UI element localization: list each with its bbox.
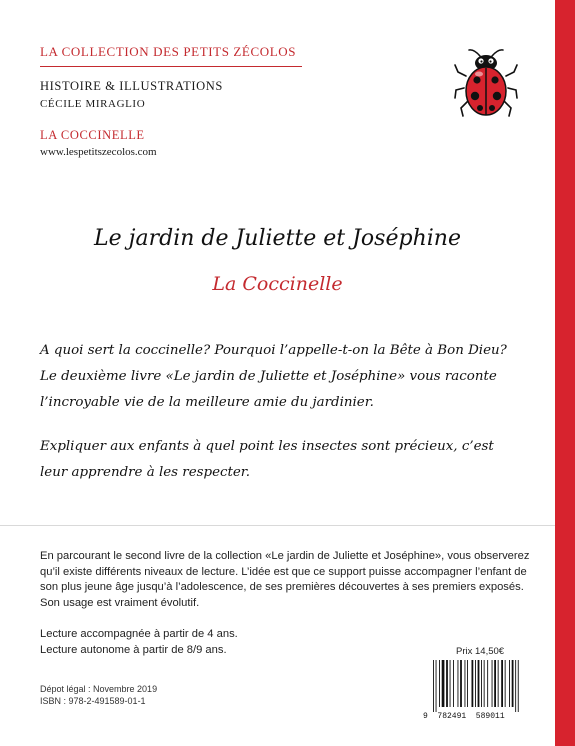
barcode-bar bbox=[442, 660, 445, 707]
description-paragraph: En parcourant le second livre de la collection «Le jardin de Juliette et Joséphine», vous observerez qu’il existe différents niveaux de lecture. L’idée est que ce support puisse accompagner l’enfant de son plus jeune âge jusqu’à l’adolescence, de ses premières découvertes à ses premiers exposés. Son usage est vraiment évolutif. bbox=[40, 550, 530, 609]
barcode-bar bbox=[505, 660, 506, 707]
red-side-band bbox=[555, 0, 575, 746]
barcode-icon bbox=[431, 660, 521, 712]
series-title: LA COCCINELLE bbox=[40, 128, 145, 142]
author-name: CÉCILE MIRAGLIO bbox=[40, 98, 146, 110]
header-divider bbox=[40, 66, 302, 67]
barcode-bar bbox=[433, 660, 434, 712]
barcode-block bbox=[423, 658, 523, 728]
price-label: Prix 14,50€ bbox=[456, 646, 505, 657]
barcode-bar bbox=[453, 660, 454, 707]
barcode-bar bbox=[450, 660, 451, 707]
ladybug-icon bbox=[452, 46, 520, 122]
barcode-number: 9 782491 589011 bbox=[423, 712, 505, 721]
barcode-bar bbox=[484, 660, 485, 707]
barcode-bar bbox=[515, 660, 516, 712]
barcode-bar bbox=[512, 660, 514, 707]
barcode-bar bbox=[481, 660, 482, 707]
barcode-bar bbox=[467, 660, 468, 707]
barcode-bar bbox=[439, 660, 440, 707]
book-title: Le jardin de Juliette et Joséphine bbox=[94, 226, 461, 251]
isbn: ISBN : 978-2-491589-01-1 bbox=[40, 696, 146, 706]
barcode-bar bbox=[487, 660, 488, 707]
barcode-bar bbox=[460, 660, 462, 707]
header bbox=[40, 44, 340, 158]
section-divider bbox=[0, 525, 555, 526]
credits-title: HISTOIRE & ILLUSTRATIONS bbox=[40, 79, 223, 93]
barcode-bar bbox=[436, 660, 437, 712]
barcode-bar bbox=[518, 660, 519, 712]
legal-info bbox=[40, 683, 157, 707]
barcode-bar bbox=[446, 660, 448, 707]
barcode-bar bbox=[492, 660, 493, 707]
script-paragraph-2: Expliquer aux enfants à quel point les insectes sont précieux, c’est leur apprendre à les respecter. bbox=[40, 439, 494, 480]
barcode-bar bbox=[498, 660, 499, 707]
barcode-bar bbox=[475, 660, 476, 707]
barcode-bar bbox=[501, 660, 503, 707]
collection-name: LA COLLECTION DES PETITS ZÉCOLOS bbox=[40, 44, 297, 59]
barcode-bar bbox=[472, 660, 474, 707]
reading-accompanied: Lecture accompagnée à partir de 4 ans. bbox=[40, 628, 238, 640]
barcode-bar bbox=[478, 660, 480, 707]
barcode-bar bbox=[494, 660, 496, 707]
reading-autonomous: Lecture autonome à partir de 8/9 ans. bbox=[40, 643, 227, 656]
barcode-bar bbox=[465, 660, 466, 707]
barcode-bar bbox=[509, 660, 510, 707]
website-link[interactable]: www.lespetitszecolos.com bbox=[40, 146, 157, 158]
barcode-bar bbox=[458, 660, 459, 707]
script-paragraph-1: A quoi sert la coccinelle? Pourquoi l’appelle-t-on la Bête à Bon Dieu? Le deuxième livre «Le jardin de Juliette et Joséphine» vous raconte l’incroyable vie de la meilleure amie du jardinier. bbox=[40, 343, 507, 410]
book-subtitle: La Coccinelle bbox=[212, 273, 343, 295]
depot-legal: Dépot légal : Novembre 2019 bbox=[40, 684, 158, 694]
